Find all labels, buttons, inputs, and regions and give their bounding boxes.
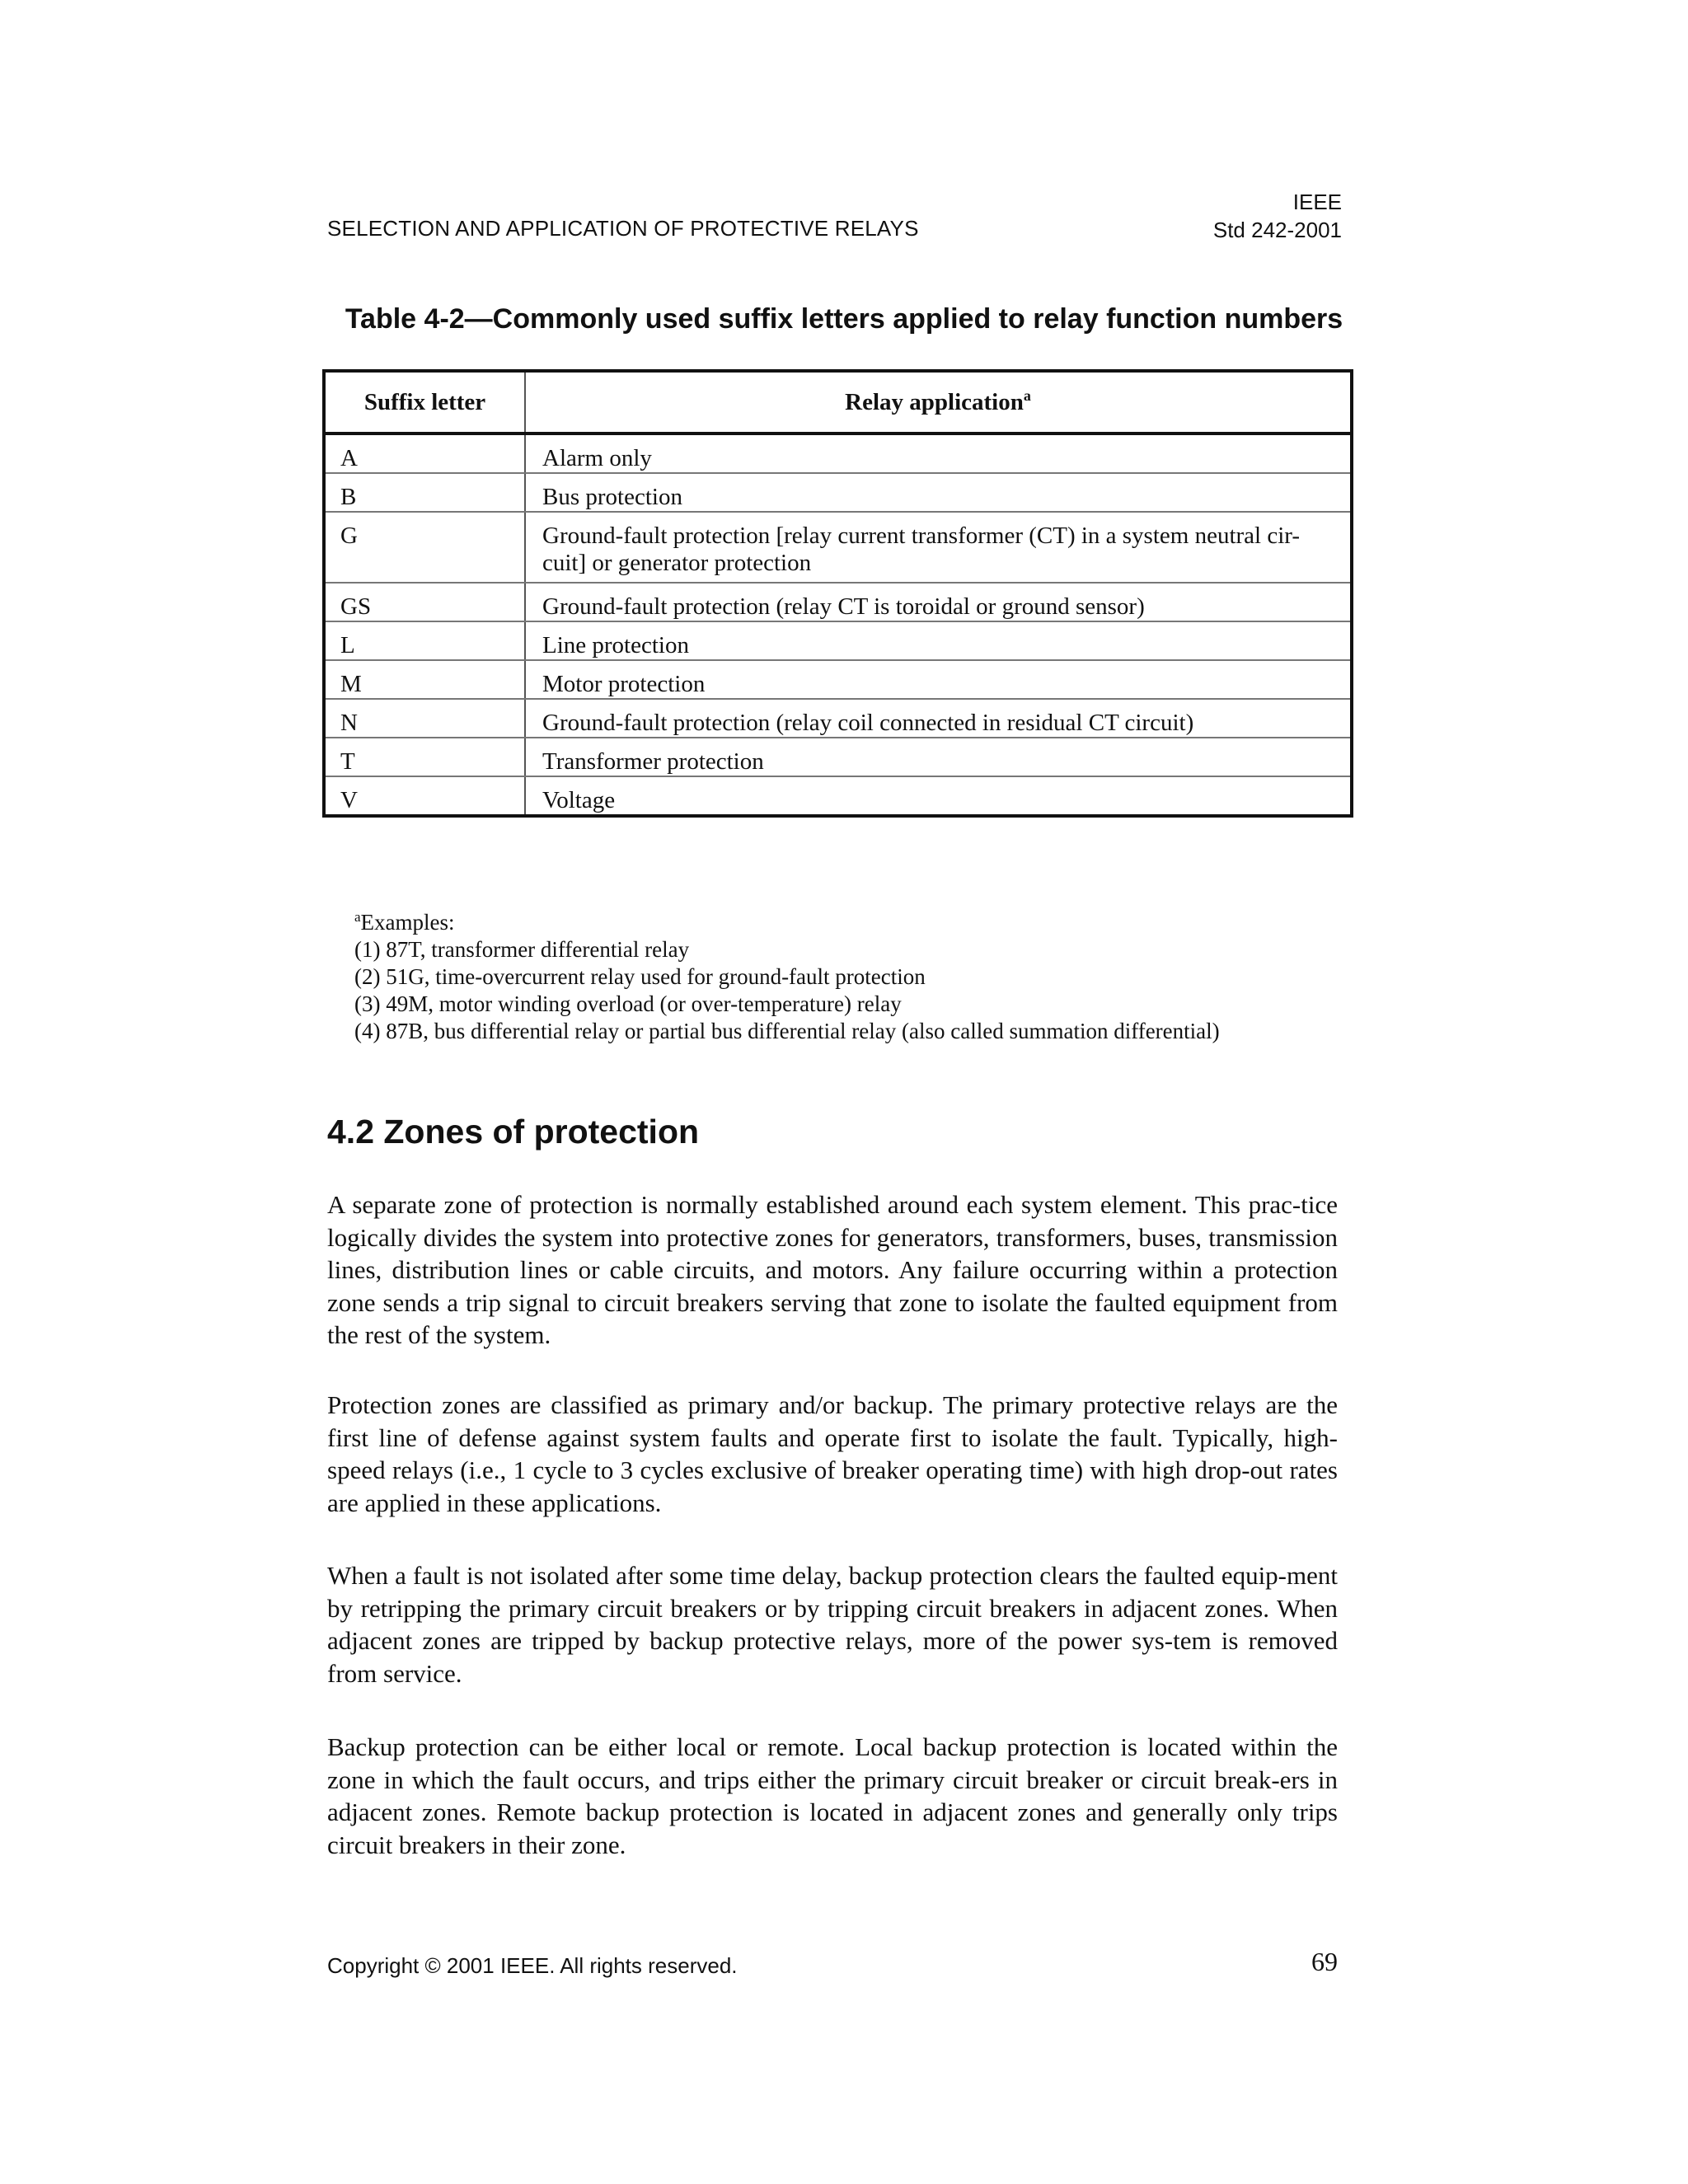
body-paragraph: When a fault is not isolated after some time delay, backup protection clears the faulted equip-ment by retripping the primary circuit breakers or by tripping circuit breakers in adjacent zones. When adjacent zones are tripped by backup protective relays, more of the power sys-tem is removed from service. [327, 1561, 1338, 1688]
suffix-cell: M [326, 660, 525, 699]
body-paragraph: Backup protection can be either local or remote. Local backup protection is located within the zone in which the fault occurs, and trips either the primary circuit breaker or circuit break-ers in adjacent zones. Remote backup protection is located in adjacent zones and generally only trips circuit breakers in their zone. [327, 1732, 1338, 1859]
table-row [326, 738, 1350, 776]
table-caption: Table 4-2—Commonly used suffix letters applied to relay function numbers [345, 303, 1343, 335]
footnote-item: (1) 87T, transformer differential relay [354, 937, 690, 962]
footnote-heading: $^a$Examples: [354, 909, 455, 935]
application-cell: Motor protection [525, 660, 1350, 699]
table-row [326, 776, 1350, 814]
body-paragraph: Protection zones are classified as primary and/or backup. The primary protective relays are the first line of defense against system faults and operate first to isolate the fault. Typically, high-speed relays (i.e., 1 cycle to 3 cycles exclusive of breaker operating time) with high drop-out rates are applied in these applications. [327, 1390, 1338, 1517]
footnote-mark: a [1023, 387, 1031, 404]
footnote-item: (4) 87B, bus differential relay or partial bus differential relay (also called summation differential) [354, 1019, 1220, 1043]
table-row [326, 583, 1350, 621]
suffix-cell: N [326, 699, 525, 738]
running-header-title: SELECTION AND APPLICATION OF PROTECTIVE RELAYS [327, 216, 919, 241]
running-header-standard [1213, 188, 1342, 244]
table-row [326, 699, 1350, 738]
table-header-row [326, 373, 1350, 434]
application-cell: Voltage [542, 787, 616, 813]
suffix-cell: G [326, 512, 525, 583]
application-cell: Alarm only [525, 434, 1350, 473]
application-cell: Transformer protection [525, 738, 1350, 776]
suffix-cell: B [326, 473, 525, 512]
table-footnote [354, 909, 1220, 1045]
col-header-application: Relay application$^a$ [525, 373, 1350, 434]
application-cell: Line protection [525, 621, 1350, 660]
table-row [326, 621, 1350, 660]
header-std-number: Std 242-2001 [1212, 218, 1342, 242]
suffix-cell: L [326, 621, 525, 660]
suffix-cell: A [326, 434, 525, 473]
section-heading: 4.2 Zones of protection [327, 1113, 700, 1151]
footnote-item: (3) 49M, motor winding overload (or over-temperature) relay [354, 991, 902, 1016]
suffix-cell: V [326, 776, 525, 814]
application-cell: Ground-fault protection (relay CT is toroidal or ground sensor) [525, 583, 1350, 621]
suffix-cell: GS [326, 583, 525, 621]
footnote-mark: a [354, 909, 361, 925]
table-row [326, 434, 1350, 473]
page-number: 69 [1311, 1947, 1338, 1976]
col-header-suffix: Suffix letter [326, 373, 525, 434]
footnote-item: (2) 51G, time-overcurrent relay used for ground-fault protection [354, 964, 926, 989]
application-cell: Ground-fault protection [relay current transformer (CT) in a system neutral cir-cuit] or generator protection [525, 512, 1350, 583]
copyright-notice: Copyright © 2001 IEEE. All rights reserved. [327, 1953, 738, 1978]
header-org: IEEE [1292, 190, 1342, 214]
body-paragraph: A separate zone of protection is normally established around each system element. This prac-tice logically divides the system into protective zones for generators, transformers, buses, transmission lines, distribution lines or cable circuits, and motors. Any failure occurring within a protection zone sends a trip signal to circuit breakers serving that zone to isolate the faulted equipment from the rest of the system. [327, 1190, 1338, 1349]
table-row [326, 512, 1350, 583]
application-cell: Ground-fault protection (relay coil connected in residual CT circuit) [525, 699, 1350, 738]
suffix-letters-table [322, 369, 1353, 818]
table-row [326, 473, 1350, 512]
suffix-cell: T [326, 738, 525, 776]
table-row [326, 660, 1350, 699]
application-cell: Bus protection [525, 473, 1350, 512]
